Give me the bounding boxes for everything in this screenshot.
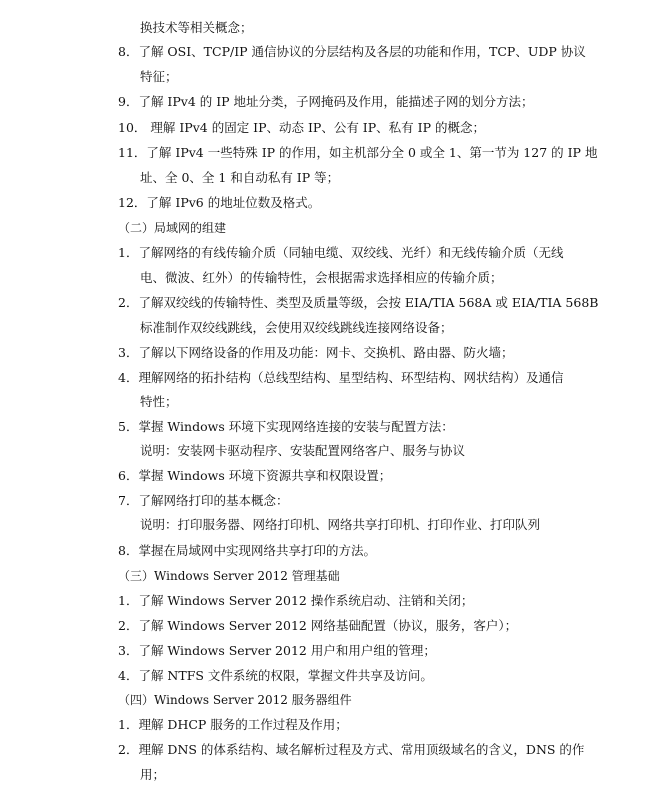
note-line: 说明：安装网卡驱动程序、安装配置网络客户、服务与协议 [140,443,466,458]
list-item: 6．掌握 Windows 环境下资源共享和权限设置； [118,468,392,483]
list-item: 11．了解 IPv4 一些特殊 IP 的作用，如主机部分全 0 或全 1、第一节为 127 的 IP 地 [118,145,598,160]
list-item: 7．了解网络打印的基本概念： [118,493,289,508]
text-line: 换技术等相关概念； [140,20,253,35]
section-heading: （三）Windows Server 2012 管理基础 [118,569,340,583]
list-item: 2．了解双绞线的传输特性、类型及质量等级，会按 EIA/TIA 568A 或 EIA/TIA 568B [118,295,599,310]
list-item: 8．掌握在局域网中实现网络共享打印的方法。 [118,543,376,558]
text-line: 特征； [140,69,178,84]
list-item: 5．掌握 Windows 环境下实现网络连接的安装与配置方法： [118,419,454,434]
list-item: 10． 理解 IPv4 的固定 IP、动态 IP、公有 IP、私有 IP 的概念； [118,120,485,135]
list-item: 4．了解 NTFS 文件系统的权限，掌握文件共享及访问。 [118,668,433,683]
text-line: 用； [140,767,166,782]
text-line: 电、微波、红外）的传输特性，会根据需求选择相应的传输介质； [140,270,503,285]
list-item: 1．了解 Windows Server 2012 操作系统启动、注销和关闭； [118,593,474,608]
list-item: 1．了解网络的有线传输介质（同轴电缆、双绞线、光纤）和无线传输介质（无线 [118,245,564,260]
list-item: 2．了解 Windows Server 2012 网络基础配置（协议，服务，客户）； [118,618,518,633]
list-item: 4．理解网络的拓扑结构（总线型结构、星型结构、环型结构、网状结构）及通信 [118,370,564,385]
section-heading: （二）局域网的组建 [118,221,227,235]
list-item: 2．理解 DNS 的体系结构、域名解析过程及方式、常用顶级域名的含义，DNS 的作 [118,742,585,757]
text-line: 址、全 0、全 1 和自动私有 IP 等； [140,170,340,185]
text-line: 标准制作双绞线跳线，会使用双绞线跳线连接网络设备； [140,320,453,335]
list-item: 1．理解 DHCP 服务的工作过程及作用； [118,717,348,732]
list-item: 9．了解 IPv4 的 IP 地址分类，子网掩码及作用，能描述子网的划分方法； [118,94,534,109]
section-heading: （四）Windows Server 2012 服务器组件 [118,693,352,707]
note-line: 说明：打印服务器、网络打印机、网络共享打印机、打印作业、打印队列 [140,517,541,532]
list-item: 3．了解以下网络设备的作用及功能：网卡、交换机、路由器、防火墙； [118,345,514,360]
list-item: 3．了解 Windows Server 2012 用户和用户组的管理； [118,643,436,658]
list-item: 8．了解 OSI、TCP/IP 通信协议的分层结构及各层的功能和作用，TCP、UDP 协议 [118,44,586,59]
text-line: 特性； [140,394,178,409]
list-item: 12．了解 IPv6 的地址位数及格式。 [118,195,321,210]
